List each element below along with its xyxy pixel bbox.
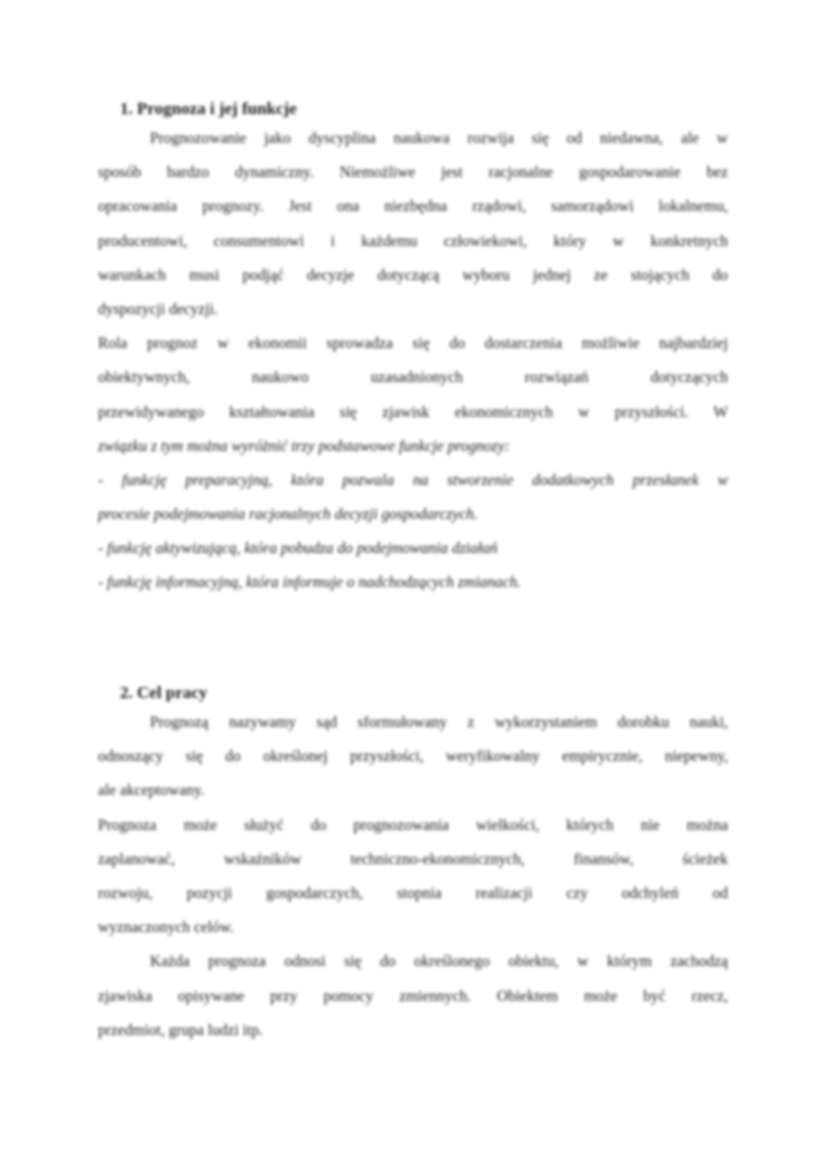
paragraph-line: dyspozycji decyzji.: [98, 300, 218, 318]
paragraph-line: Każda prognoza odnosi się do określonego obiektu, w którym zachodzą: [150, 953, 728, 971]
paragraph-line: zaplanować, wskaźników techniczno-ekonomicznych, finansów, ścieżek: [98, 850, 728, 868]
list-item: - funkcję informacyjną, która informuje o nadchodzących zmianach.: [98, 574, 522, 592]
paragraph-line: Rola prognoz w ekonomii sprowadza się do dostarczenia możliwie najbardziej: [98, 335, 728, 353]
paragraph-line: opracowania prognozy. Jest ona niezbędna rządowi, samorządowi lokalnemu,: [98, 198, 728, 216]
paragraph-line: warunkach musi podjąć decyzje dotyczącą wyboru jednej ze stojących do: [98, 266, 728, 284]
paragraph-line: przedmiot, grupa ludzi itp.: [98, 1021, 263, 1039]
section-heading: 1. Prognoza i jej funkcje: [120, 99, 297, 118]
paragraph-line: producentowi, consumentowi i każdemu człowiekowi, który w konkretnych: [98, 232, 728, 250]
paragraph-line: sposób bardzo dynamiczny. Niemożliwe jest racjonalne gospodarowanie bez: [98, 164, 728, 182]
paragraph-line: związku z tym można wyróżnić trzy podstawowe funkcje prognozy:: [98, 437, 510, 455]
paragraph-line: Prognozą nazywamy sąd sformułowany z wykorzystaniem dorobku nauki,: [150, 714, 728, 731]
paragraph-line: Prognozowanie jako dyscyplina naukowa rozwija się od niedawna, ale w: [150, 130, 728, 147]
paragraph-line: ale akceptowany.: [98, 782, 205, 800]
paragraph-line: wyznaczonych celów.: [98, 919, 234, 937]
list-item: - funkcję preparacyjną, która pozwala na stworzenie dodatkowych przesłanek w: [98, 471, 728, 489]
paragraph-line: Prognoza może służyć do prognozowania wielkości, których nie można: [98, 816, 728, 834]
section-prognoza: [98, 96, 728, 601]
section-heading: 2. Cel pracy: [120, 683, 208, 702]
list-item-continuation: procesie podejmowania racjonalnych decyzji gospodarczych.: [98, 506, 478, 524]
paragraph-line: odnoszący się do określonej przyszłości, weryfikowalny empirycznie, niepewny,: [98, 748, 728, 766]
list-item: - funkcję aktywizującą, która pobudza do podejmowania działań: [98, 540, 498, 558]
paragraph-line: obiektywnych, naukowo uzasadnionych rozwiązań dotyczących: [98, 369, 728, 387]
paragraph-line: zjawiska opisywane przy pomocy zmiennych. Obiektem może być rzecz,: [98, 987, 728, 1005]
section-cel-pracy: [98, 680, 728, 1048]
paragraph-line: rozwoju, pozycji gospodarczych, stopnia realizacji czy odchyleń od: [98, 884, 728, 902]
paragraph-line: przewidywanego kształtowania się zjawisk ekonomicznych w przyszłości. W: [98, 403, 728, 421]
